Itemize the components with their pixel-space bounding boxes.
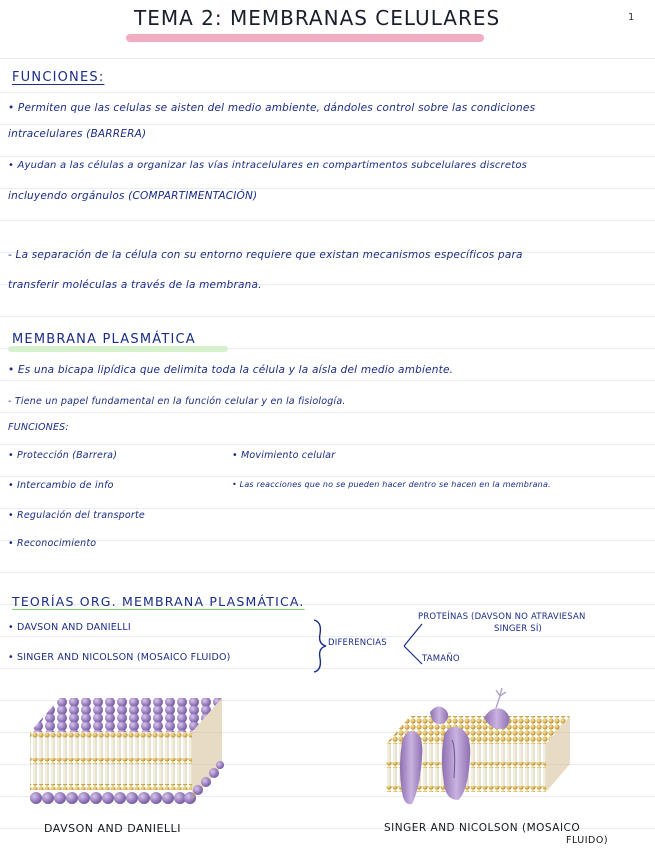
membrana-line-1: • Es una bicapa lipídica que delimita toda la célula y la aísla del medio ambiente. [8,364,454,376]
ruled-line [0,58,655,59]
ruled-line [0,92,655,93]
list-item: • Regulación del transporte [8,510,145,521]
ruled-line [0,124,655,125]
ruled-line [0,508,655,509]
teoria-item-singer: • SINGER AND NICOLSON (MOSAICO FLUIDO) [8,652,231,663]
ruled-line [0,316,655,317]
list-item: • Protección (Barrera) [8,450,118,461]
teoria-item-davson: • DAVSON AND DANIELLI [8,622,131,633]
singer-caption-line-1: SINGER AND NICOLSON (MOSAICO [384,822,581,834]
teorias-heading: TEORÍAS ORG. MEMBRANA PLASMÁTICA. [12,594,305,609]
page-number: 1 [628,12,635,23]
membrana-funciones-label: FUNCIONES: [8,422,69,433]
separacion-line-2: transferir moléculas a través de la membrana. [8,279,262,291]
title-highlight [126,34,484,42]
funciones-bullet-1-line-2: intracelulares (BARRERA) [8,128,147,140]
ruled-line [0,572,655,573]
davson-danielli-membrane-illustration [20,690,230,818]
membrana-heading: MEMBRANA PLASMÁTICA [12,332,196,347]
ruled-line [0,156,655,157]
davson-caption: DAVSON AND DANIELLI [44,822,181,835]
ruled-line [0,380,655,381]
tamano-label: TAMAÑO [422,654,460,664]
ruled-line [0,412,655,413]
separacion-line-1: - La separación de la célula con su entorno requiere que existan mecanismos específicos para [8,249,523,261]
singer-caption-line-2: FLUIDO) [566,835,609,846]
funciones-bullet-1-line-1: • Permiten que las celulas se aisten del medio ambiente, dándoles control sobre las condiciones [8,102,536,114]
funciones-bullet-2-line-1: • Ayudan a las células a organizar las vías intracelulares en compartimentos subcelulares discretos [8,160,528,171]
singer-nicolson-membrane-illustration [380,688,580,816]
list-item: • Movimiento celular [232,450,336,461]
ruled-line [0,540,655,541]
list-item: • Intercambio de info [8,480,114,491]
ruled-line [0,188,655,189]
proteinas-line-1: PROTEÍNAS (DAVSON NO ATRAVIESAN [418,612,586,622]
list-item: • Las reacciones que no se pueden hacer dentro se hacen en la membrana. [232,480,551,489]
proteinas-line-2: SINGER SÍ) [494,624,543,634]
funciones-bullet-2-line-2: incluyendo orgánulos (COMPARTIMENTACIÓN) [8,190,258,202]
diferencias-label: DIFERENCIAS [328,638,387,648]
ruled-line [0,476,655,477]
page-title: TEMA 2: MEMBRANAS CELULARES [134,6,501,30]
membrana-line-2: - Tiene un papel fundamental en la función celular y en la fisiología. [8,396,346,407]
ruled-line [0,220,655,221]
ruled-line [0,444,655,445]
list-item: • Reconocimiento [8,538,97,549]
funciones-heading: FUNCIONES: [12,70,105,85]
